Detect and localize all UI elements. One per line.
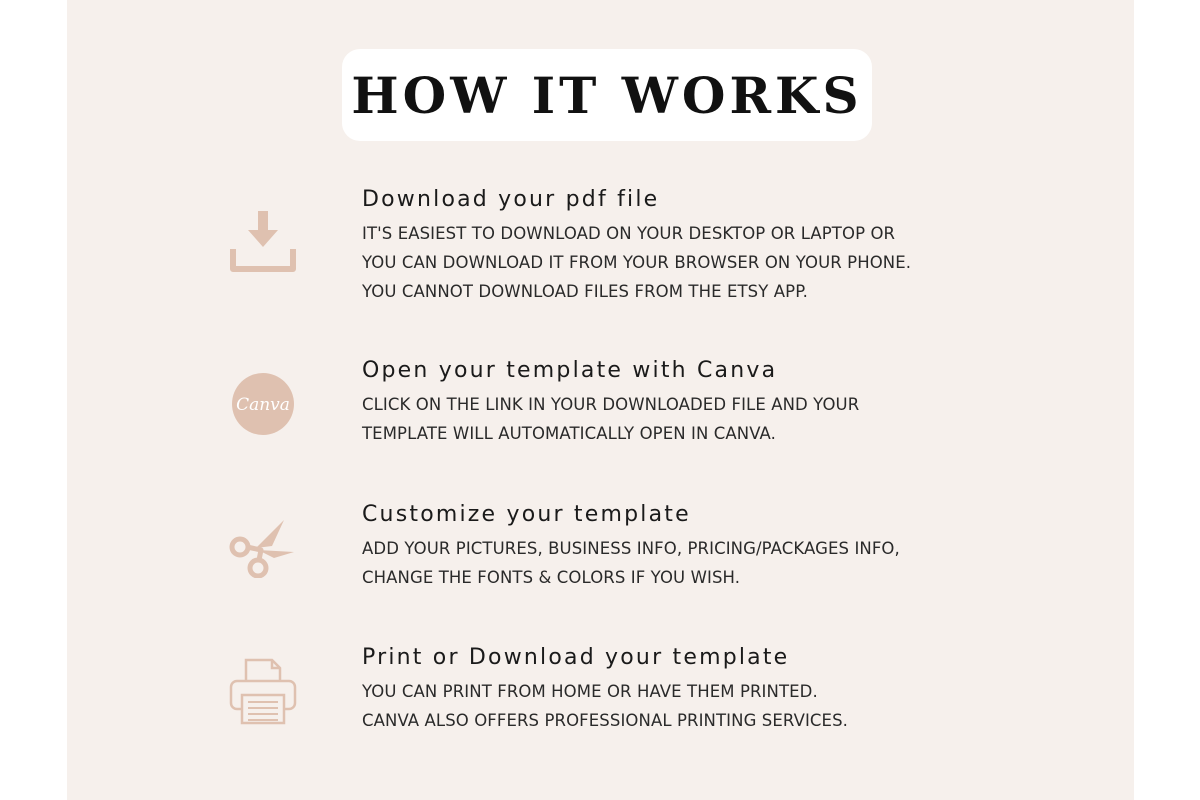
download-icon	[224, 209, 302, 275]
canva-logo-icon	[224, 372, 302, 436]
step-title: Open your template with Canva	[362, 358, 778, 383]
step-description	[362, 677, 848, 735]
step-description-line: CANVA ALSO OFFERS PROFESSIONAL PRINTING SERVICES.	[362, 711, 848, 730]
step-description-line: TEMPLATE WILL AUTOMATICALLY OPEN IN CANVA.	[362, 424, 777, 443]
step-description-line: IT'S EASIEST TO DOWNLOAD ON YOUR DESKTOP OR LAPTOP OR	[362, 224, 896, 243]
scissors-icon	[224, 514, 302, 578]
step-title: Print or Download your template	[362, 645, 790, 670]
page-title: HOW IT WORKS	[351, 65, 863, 125]
step-description-line: YOU CANNOT DOWNLOAD FILES FROM THE ETSY APP.	[362, 282, 809, 301]
printer-icon	[224, 657, 302, 727]
step-description-line: YOU CAN DOWNLOAD IT FROM YOUR BROWSER ON YOUR PHONE.	[362, 253, 912, 272]
step-description-line: YOU CAN PRINT FROM HOME OR HAVE THEM PRINTED.	[362, 682, 818, 701]
title-box	[342, 49, 872, 141]
step-description	[362, 390, 859, 448]
step-description-line: ADD YOUR PICTURES, BUSINESS INFO, PRICING/PACKAGES INFO,	[362, 539, 900, 558]
step-description	[362, 219, 911, 306]
step-title: Customize your template	[362, 502, 691, 527]
step-title: Download your pdf file	[362, 187, 660, 212]
step-description-line: CLICK ON THE LINK IN YOUR DOWNLOADED FILE AND YOUR	[362, 395, 860, 414]
step-description-line: CHANGE THE FONTS & COLORS IF YOU WISH.	[362, 568, 741, 587]
step-description	[362, 534, 900, 592]
canva-logo-text: Canva	[236, 395, 290, 415]
